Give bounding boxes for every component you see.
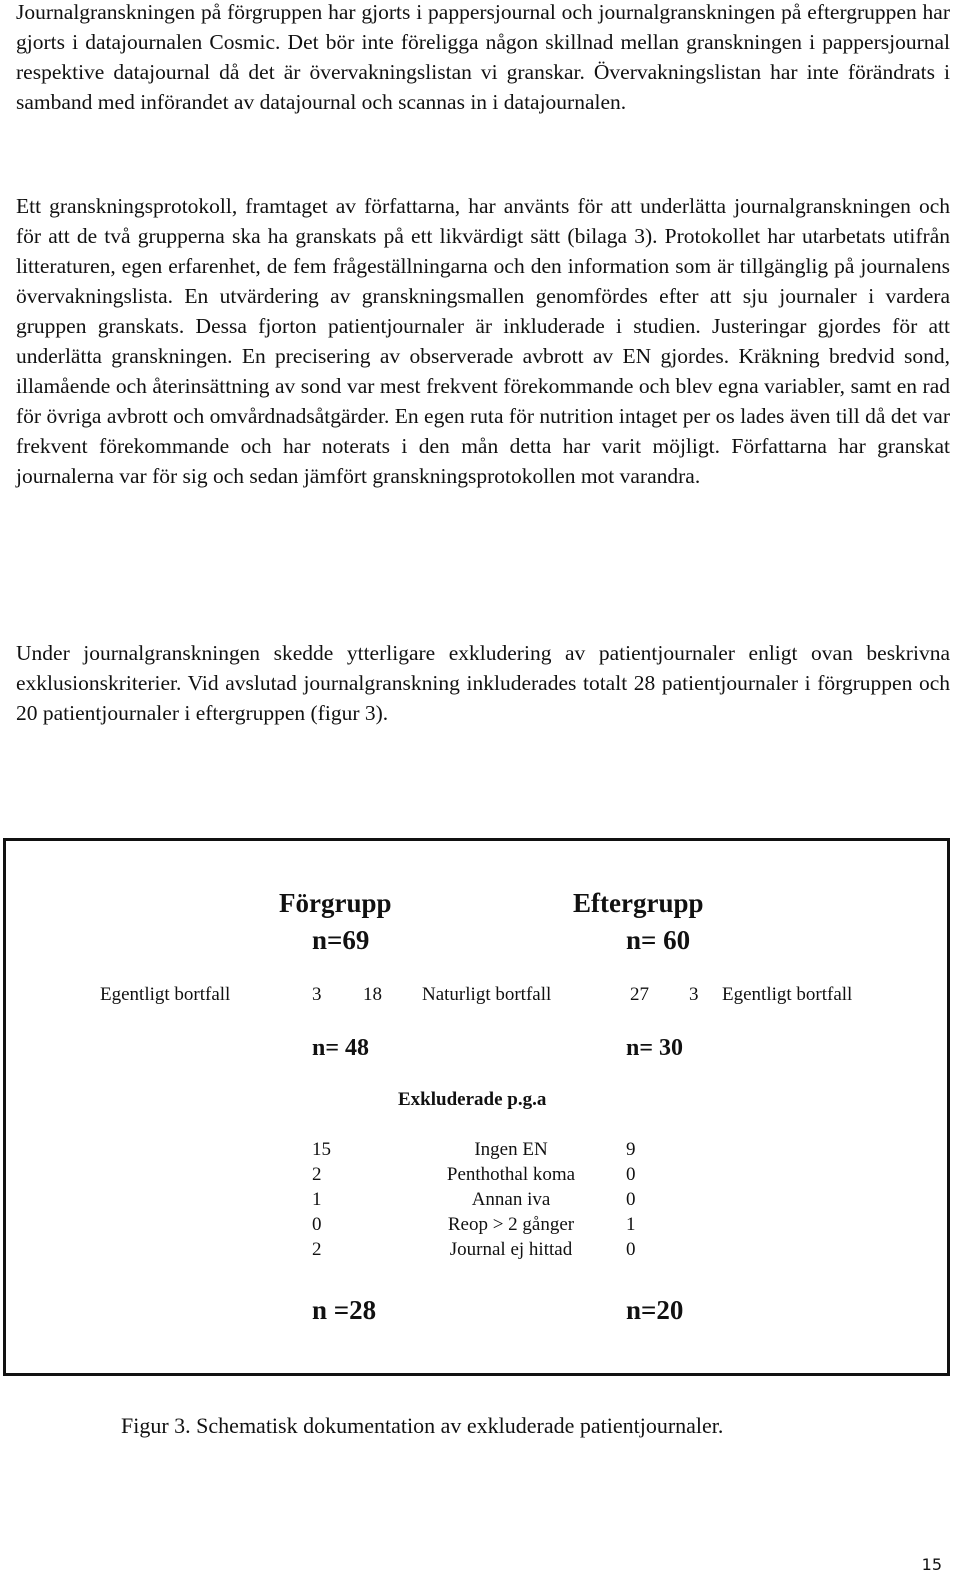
post-group-dropout-value: 3 xyxy=(689,984,699,1005)
post-group-dropout-label: Egentligt bortfall xyxy=(722,984,853,1005)
excluded-row-post: 0 xyxy=(626,1189,636,1210)
excluded-row-post: 9 xyxy=(626,1139,636,1160)
excluded-row-reason: Annan iva xyxy=(471,1189,551,1210)
excluded-row-post: 0 xyxy=(626,1239,636,1260)
figure-3-flowchart xyxy=(3,838,950,1376)
excluded-row-post: 1 xyxy=(626,1214,636,1235)
excluded-row-reason: Penthothal koma xyxy=(446,1164,576,1185)
excluded-row-pre: 2 xyxy=(312,1239,322,1260)
excluded-row-pre: 15 xyxy=(312,1139,331,1160)
excluded-row-pre: 0 xyxy=(312,1214,322,1235)
pre-group-n-final: n =28 xyxy=(312,1295,377,1325)
pre-group-title: Förgrupp xyxy=(279,888,392,918)
post-group-n-final: n=20 xyxy=(626,1295,684,1325)
excluded-row-reason: Ingen EN xyxy=(474,1139,548,1160)
page-number: 15 xyxy=(921,1555,942,1574)
excluded-row-reason: Reop > 2 gånger xyxy=(447,1214,575,1235)
pre-group-n-initial: n=69 xyxy=(312,925,370,955)
excluded-row-post: 0 xyxy=(626,1164,636,1185)
body-paragraph-3: Under journalgranskningen skedde ytterligare exkludering av patientjournaler enligt ovan beskrivna exklusionskriterier. Vid avslutad journalgranskning inkluderades totalt 28 patientjournaler i förgruppen och 20 patientjournaler i eftergruppen (figur 3). xyxy=(16,641,950,725)
pre-group-n-after-dropout: n= 48 xyxy=(312,1035,370,1061)
body-paragraph-1: Journalgranskningen på förgruppen har gjorts i pappersjournal och journalgranskningen på eftergruppen har gjorts i datajournalen Cosmic. Det bör inte föreligga någon skillnad mellan granskningen i pappersjournal respektive datajournal då det är övervakningslistan vi granskar. Övervakningslistan har inte förändrats i samband med införandet av datajournal och scannas in i datajournalen. xyxy=(16,0,950,114)
excluded-row-reason: Journal ej hittad xyxy=(449,1239,573,1260)
post-group-natural-value: 27 xyxy=(630,984,649,1005)
body-paragraph-2: Ett granskningsprotokoll, framtaget av författarna, har använts för att underlätta journalgranskningen och för att de två grupperna ska ha granskats på ett likvärdigt sätt (bilaga 3). Protokollet har utarbetats utifrån litteraturen, egen erfarenhet, de fem frågeställningarna och den information som är tillgänglig på journalens övervakningslista. En utvärdering av granskningsmallen genomfördes efter att sju journaler i vardera gruppen granskats. Dessa fjorton patientjournaler är inkluderade i studien. Justeringar gjordes för att underlätta granskningen. En precisering av observerade avbrott av EN gjordes. Kräkning bredvid sond, illamående och återinsättning av sond var mest frekvent förekommande och blev egna variabler, samt en rad för övriga avbrott och omvårdnadsåtgärder. En egen ruta för nutrition intaget per os lades även till då det var frekvent förekommande och har noterats i den mån detta har varit möjligt. Författarna har granskat journalerna var för sig och sedan jämfört granskningsprotokollen mot varandra. xyxy=(16,194,950,488)
excluded-heading: Exkluderade p.g.a xyxy=(398,1089,547,1110)
excluded-row-pre: 2 xyxy=(312,1164,322,1185)
excluded-row-pre: 1 xyxy=(312,1189,322,1210)
post-group-title: Eftergrupp xyxy=(573,888,704,918)
pre-group-dropout-label: Egentligt bortfall xyxy=(100,984,231,1005)
figure-caption: Figur 3. Schematisk dokumentation av exkluderade patientjournaler. xyxy=(121,1413,724,1438)
pre-group-natural-value: 18 xyxy=(363,984,382,1005)
post-group-n-initial: n= 60 xyxy=(626,925,691,955)
pre-group-dropout-value: 3 xyxy=(312,984,322,1005)
natural-dropout-label: Naturligt bortfall xyxy=(422,984,552,1005)
post-group-n-after-dropout: n= 30 xyxy=(626,1035,684,1061)
